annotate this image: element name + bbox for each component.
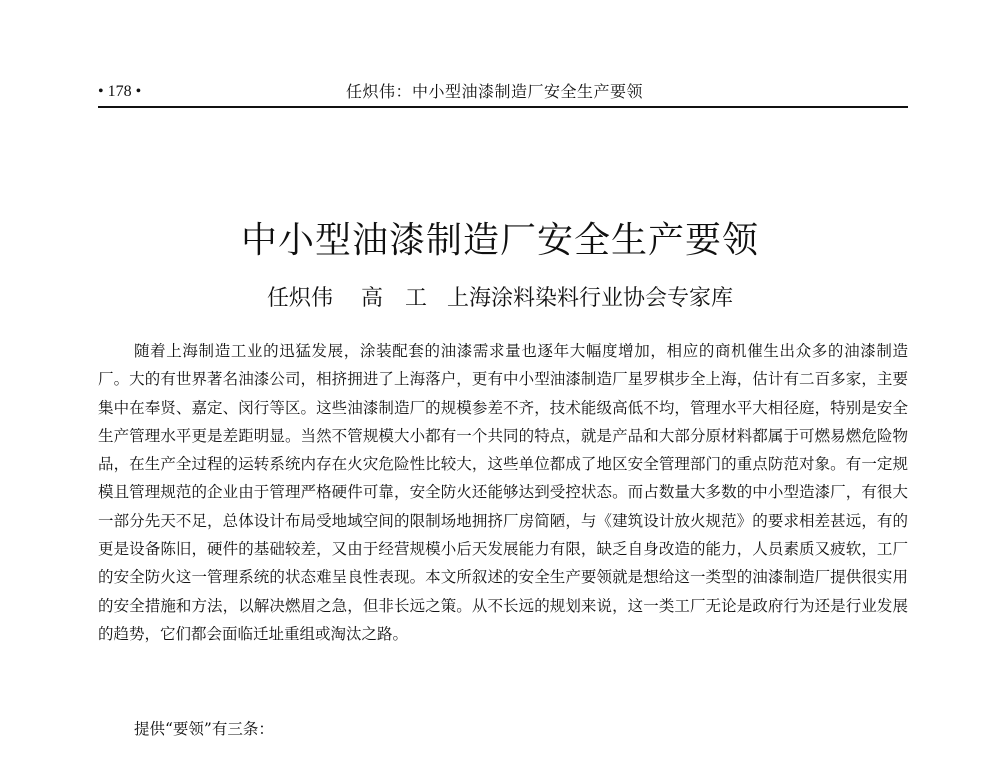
intro-line: 提供“要领”有三条： xyxy=(134,720,274,738)
author-name: 任炽伟 xyxy=(266,286,333,311)
running-header xyxy=(98,80,908,104)
running-title: 任炽伟：中小型油漆制造厂安全生产要领 xyxy=(346,82,644,101)
author-title: 高 工 xyxy=(360,286,427,311)
byline xyxy=(0,283,1000,315)
author-affiliation: 上海涂料染料行业协会专家库 xyxy=(447,286,734,311)
header-rule xyxy=(98,106,908,108)
article-title: 中小型油漆制造厂安全生产要领 xyxy=(240,220,759,261)
body-paragraph: 随着上海制造工业的迅猛发展，涂装配套的油漆需求量也逐年大幅度增加，相应的商机催生出众多的油漆制造厂。大的有世界著名油漆公司，相挤拥进了上海落户，更有中小型油漆制造厂星罗棋步全上海，估计有二百多家，主要集中在奉贤、嘉定、闵行等区。这些油漆制造厂的规模参差不齐，技术能级高低不均，管理水平大相径庭，特别是安全生产管理水平更是差距明显。当然不管规模大小都有一个共同的特点，就是产品和大部分原材料都属于可燃易燃危险物品，在生产全过程的运转系统内存在火灾危险性比较大，这些单位都成了地区安全管理部门的重点防范对象。有一定规模且管理规范的企业由于管理严格硬件可靠，安全防火还能够达到受控状态。而占数量大多数的中小型造漆厂，有很大一部分先天不足，总体设计布局受地域空间的限制场地拥挤厂房简陋，与《建筑设计放火规范》的要求相差甚远，有的更是设备陈旧，硬件的基础较差，又由于经营规模小后天发展能力有限，缺乏自身改造的能力，人员素质又疲软，工厂的安全防火这一管理系统的状态难呈良性表现。本文所叙述的安全生产要领就是想给这一类型的油漆制造厂提供很实用的安全措施和方法，以解决燃眉之急，但非长远之策。从不长远的规划来说，这一类工厂无论是政府行为还是行业发展的趋势，它们都会面临迁址重组或淘汰之路。 xyxy=(98,342,908,643)
page-number: • 178 • xyxy=(98,83,142,100)
